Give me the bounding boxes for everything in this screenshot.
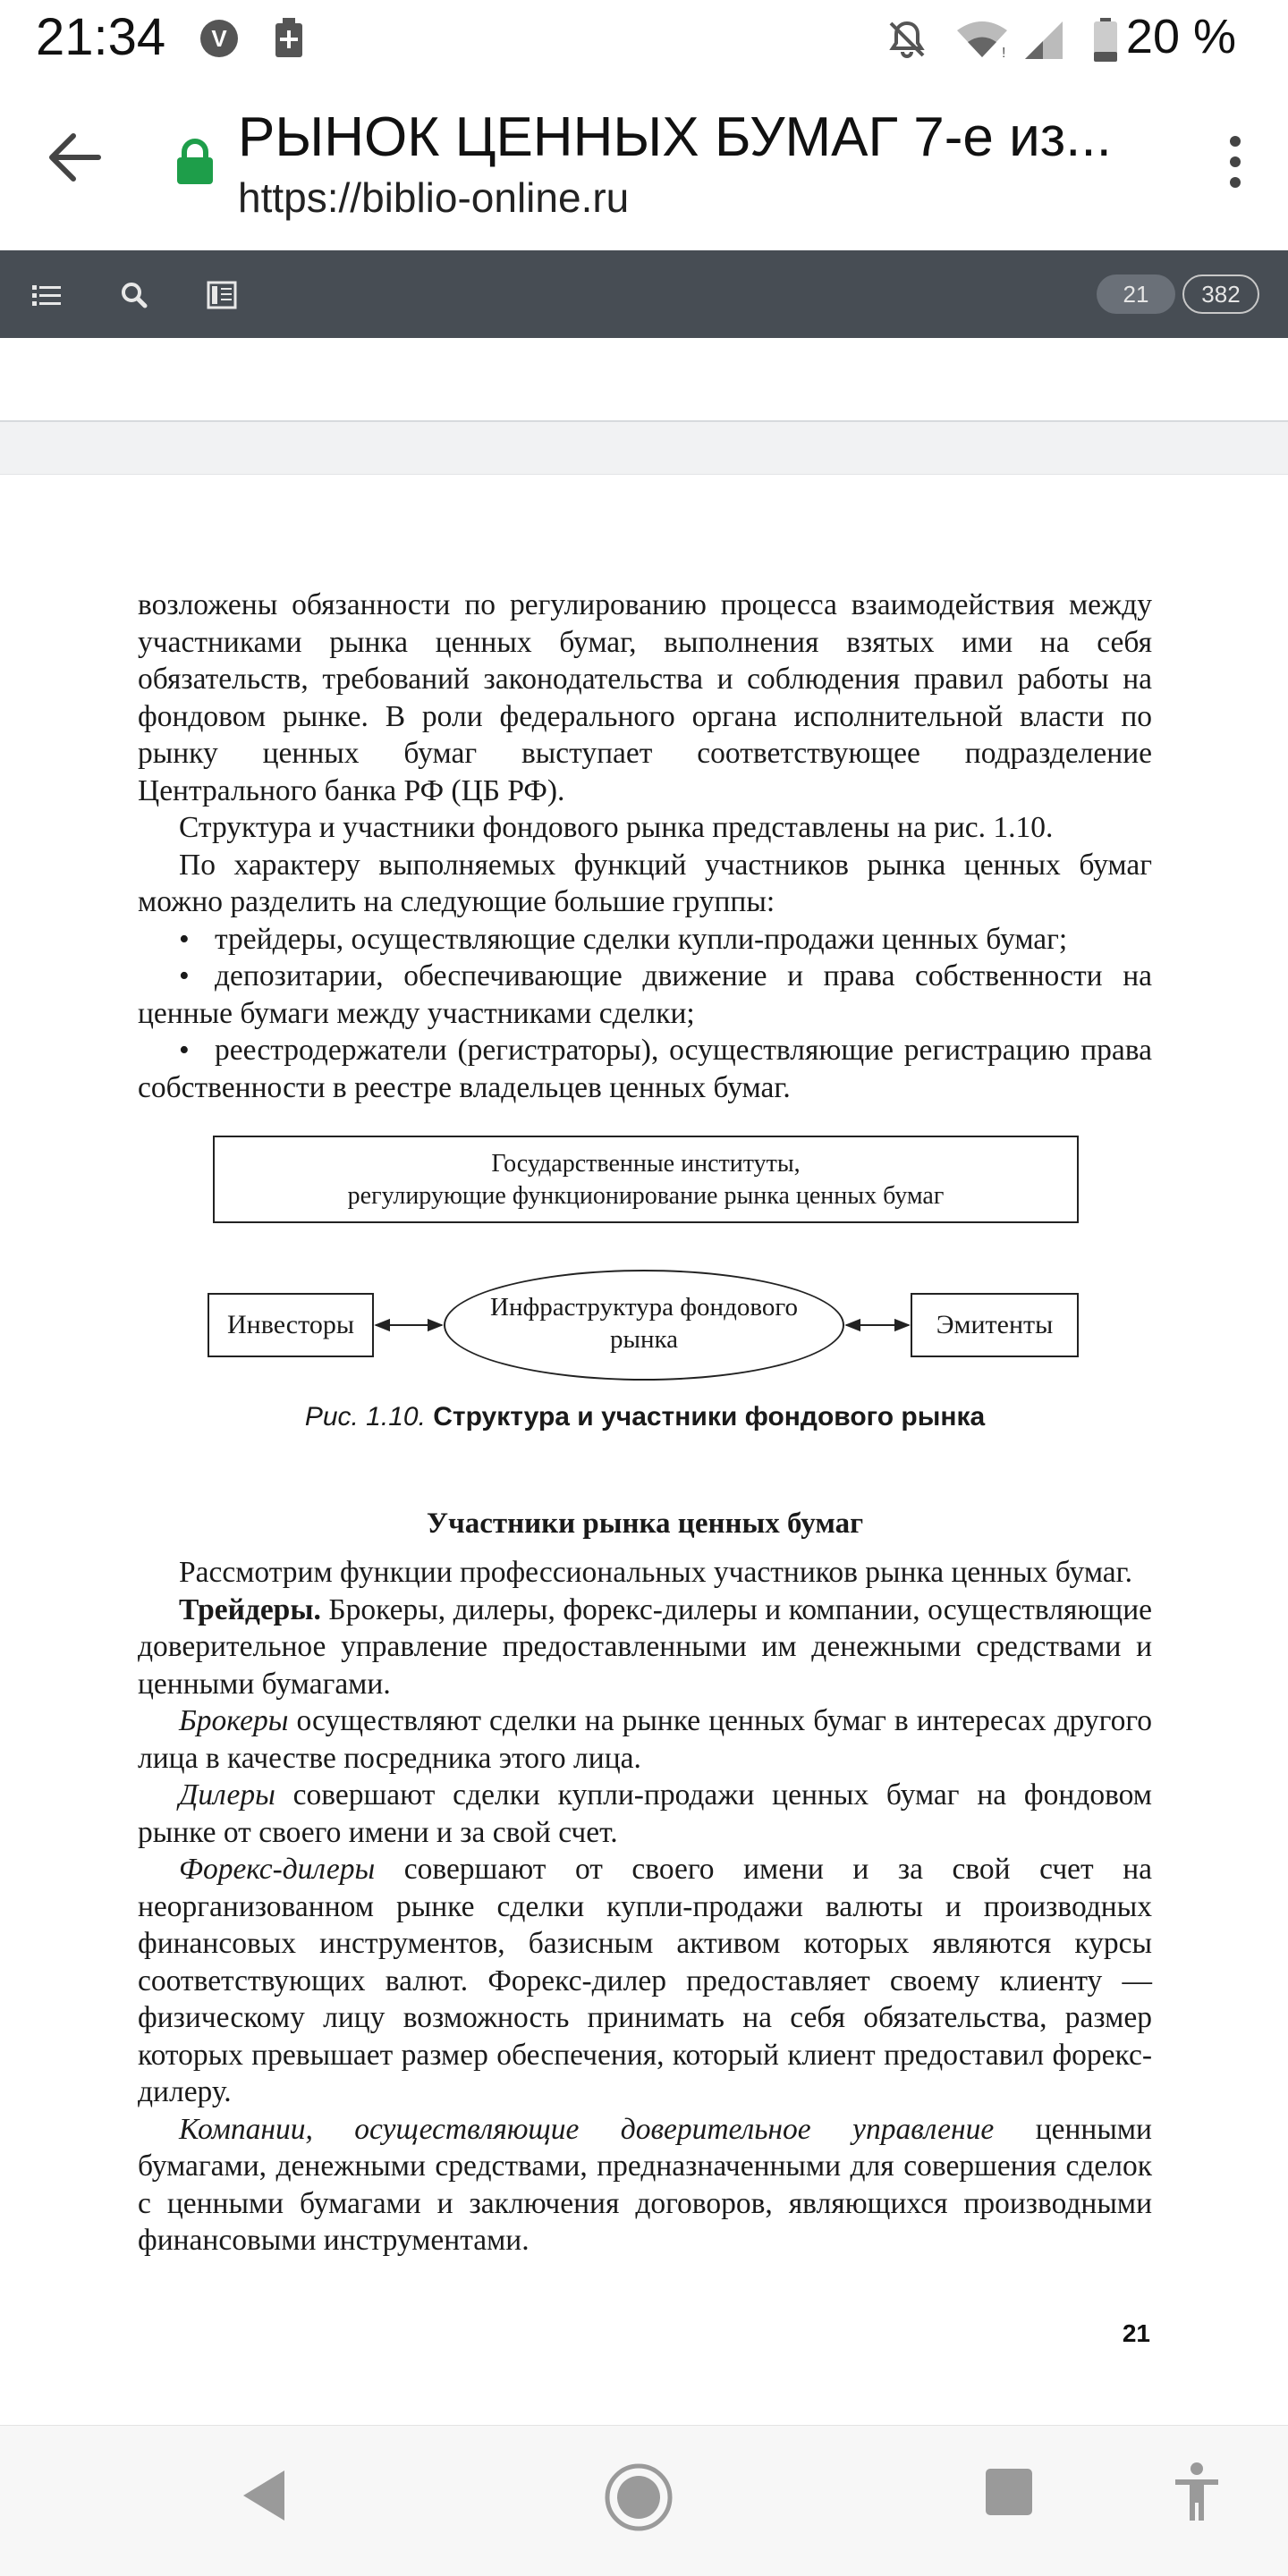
recents-square-icon[interactable] bbox=[984, 2467, 1034, 2517]
download-badge-icon bbox=[274, 18, 304, 59]
paragraph-rest: ценными бумагами, денежными средствами, предназначенными для совершения сделок с ценными бумагами и заключения договоров, являющихся производными финансовыми инструментами. bbox=[138, 2112, 1152, 2257]
caption-title: Структура и участники фондового рынка bbox=[433, 1402, 986, 1432]
bullet-item bbox=[138, 1032, 1152, 1106]
paragraph bbox=[138, 1851, 1152, 2111]
paragraph-rest: осуществляют сделки на рынке ценных бумаг в интересах другого лица в качестве посредника этого лица. bbox=[138, 1704, 1152, 1775]
vpn-badge-icon bbox=[199, 18, 240, 59]
investors-box: Инвесторы bbox=[208, 1293, 374, 1357]
paragraph bbox=[138, 1702, 1152, 1777]
bookmark-page-icon[interactable] bbox=[204, 277, 240, 313]
paragraph: Структура и участники фондового рынка представлены на рис. 1.10. bbox=[179, 811, 1054, 844]
reader-toolbar bbox=[0, 250, 1288, 338]
infra-line: рынка bbox=[609, 1325, 679, 1354]
browser-url-bar bbox=[0, 77, 1288, 250]
battery-percent: 20 % bbox=[1125, 10, 1236, 63]
home-circle-icon[interactable] bbox=[603, 2462, 674, 2533]
toc-list-icon[interactable] bbox=[29, 277, 64, 313]
lock-icon bbox=[175, 138, 215, 186]
gov-box-line: регулирующие функционирование рынка ценных бумаг bbox=[347, 1182, 945, 1210]
more-vert-icon[interactable] bbox=[1225, 134, 1245, 190]
term-italic: Дилеры bbox=[179, 1778, 275, 1812]
bullet-item bbox=[138, 958, 1152, 1032]
back-triangle-icon[interactable] bbox=[240, 2467, 288, 2524]
book-page-text bbox=[138, 587, 1152, 1106]
mute-icon bbox=[886, 18, 928, 61]
paragraph-rest: совершают от своего имени и за свой счет на неорганизованном рынке сделки купли-продажи валюты и производных финансовых инструментов, базисным активом которых являются курсы соответствующих валют. Форекс-дилер предоставляет своему клиенту — физическому лицу возможность принимать на себя обязательства, размер которых превышает размер обеспечения, который клиент предоставил форекс-дилеру. bbox=[138, 1853, 1152, 2108]
paragraph bbox=[138, 2111, 1152, 2259]
infra-line: Инфраструктура фондового bbox=[490, 1293, 798, 1322]
bullet-text: депозитарии, обеспечивающие движение и права собственности на ценные бумаги между участниками сделки; bbox=[138, 959, 1152, 1030]
wifi-icon bbox=[955, 18, 1009, 61]
bullet-item bbox=[138, 921, 1152, 959]
back-arrow-icon[interactable] bbox=[45, 131, 104, 184]
paragraph: По характеру выполняемых функций участников рынка ценных бумаг можно разделить на следующие большие группы: bbox=[138, 848, 1152, 918]
bullet-symbol: • bbox=[179, 1034, 190, 1067]
page-number: 21 bbox=[1122, 2319, 1150, 2347]
caption-prefix: Рис. 1.10. bbox=[304, 1402, 426, 1432]
figure-market-structure bbox=[138, 1134, 1152, 1456]
search-icon[interactable] bbox=[116, 277, 152, 313]
bullet-symbol: • bbox=[179, 922, 190, 956]
gov-box-line: Государственные институты, bbox=[491, 1150, 801, 1178]
bullet-symbol: • bbox=[179, 959, 190, 992]
bullet-text: реестродержатели (регистраторы), осуществляющие регистрацию права собственности в реестре владельцев ценных бумаг. bbox=[138, 1034, 1152, 1104]
book-page-text-lower bbox=[138, 1504, 1152, 2259]
term-italic: Брокеры bbox=[179, 1704, 289, 1737]
total-pages-indicator: 382 bbox=[1182, 274, 1259, 314]
paragraph-rest: Брокеры, дилеры, форекс-дилеры и компании, осуществляющие доверительное управление предоставленными им денежными средствами и ценными бумагами. bbox=[138, 1592, 1152, 1701]
issuers-box: Эмитенты bbox=[911, 1293, 1079, 1357]
paragraph: возложены обязанности по регулированию процесса взаимодействия между участниками рынка ценных бумаг, выполнения взятых ими на себя обязательств, требований законодательства и соблюдения правил работы на фондовом рынке. В роли федерального органа исполнительной власти по рынку ценных бумаг выступает соответствующее подразделение Центрального банка РФ (ЦБ РФ). bbox=[138, 588, 1152, 807]
accessibility-icon[interactable] bbox=[1172, 2462, 1222, 2524]
term-italic: Компании, осуществляющие доверительное управление bbox=[179, 2112, 995, 2146]
bullet-text: трейдеры, осуществляющие сделки купли-продажи ценных бумаг; bbox=[215, 922, 1068, 956]
paragraph bbox=[138, 1592, 1152, 1703]
term-bold: Трейдеры. bbox=[179, 1592, 321, 1626]
paragraph: Рассмотрим функции профессиональных участников рынка ценных бумаг. bbox=[179, 1556, 1133, 1589]
page-separator bbox=[0, 420, 1288, 475]
status-bar bbox=[0, 0, 1288, 77]
figure-caption bbox=[138, 1402, 1152, 1432]
figure-arrows bbox=[138, 1134, 1152, 1402]
term-italic: Форекс-дилеры bbox=[179, 1853, 376, 1886]
url-text[interactable]: https://biblio-online.ru bbox=[238, 174, 630, 221]
section-heading: Участники рынка ценных бумаг bbox=[426, 1508, 864, 1540]
svg-text:V: V bbox=[211, 25, 227, 52]
battery-icon bbox=[1093, 18, 1118, 63]
system-nav-bar bbox=[0, 2425, 1288, 2576]
svg-text:!: ! bbox=[1002, 46, 1006, 61]
current-page-indicator[interactable]: 21 bbox=[1097, 274, 1175, 314]
signal-icon bbox=[1023, 18, 1064, 61]
paragraph bbox=[138, 1777, 1152, 1851]
clock: 21:34 bbox=[36, 8, 166, 66]
paragraph-rest: совершают сделки купли-продажи ценных бумаг на фондовом рынке от своего имени и за свой счет. bbox=[138, 1778, 1152, 1849]
page-title[interactable]: РЫНОК ЦЕННЫХ БУМАГ 7-е из... bbox=[238, 106, 1112, 168]
